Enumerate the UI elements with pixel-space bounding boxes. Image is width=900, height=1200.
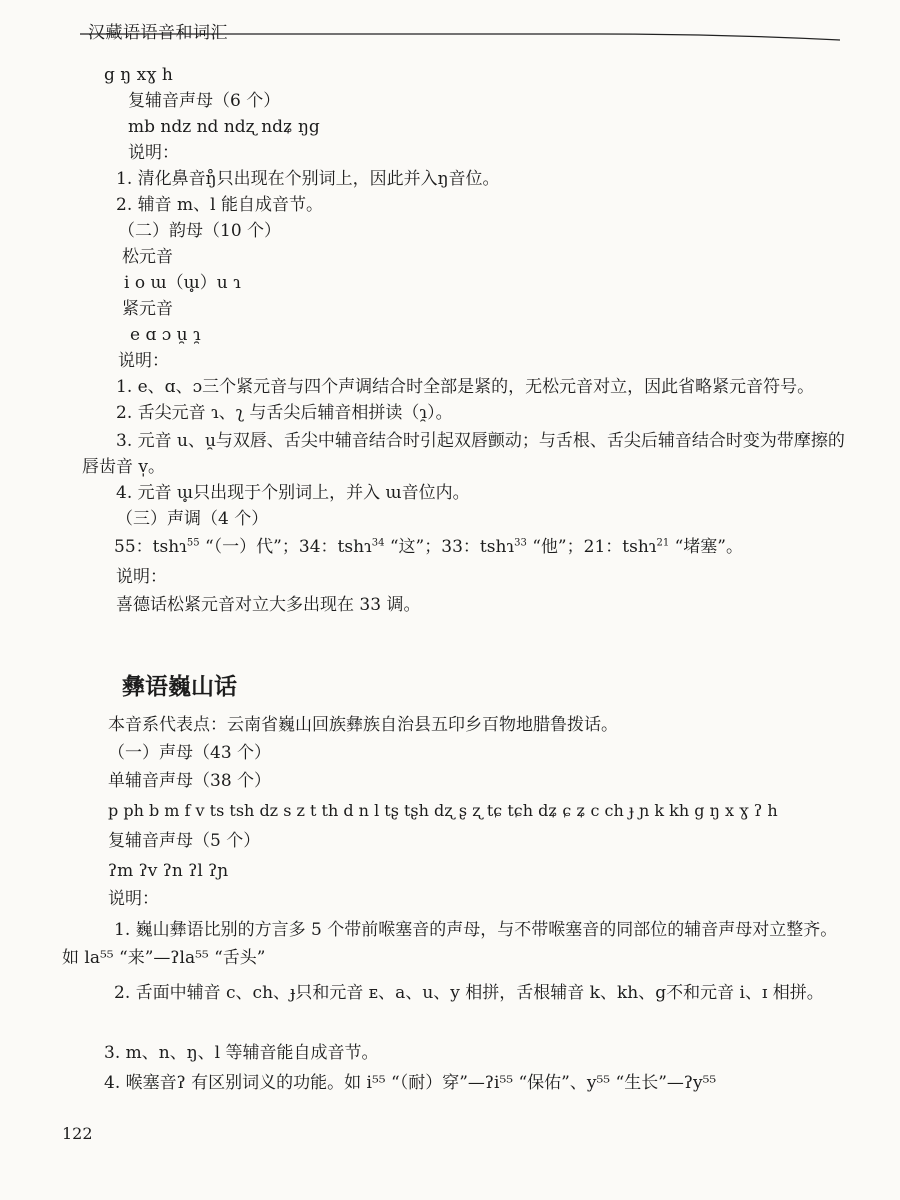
complex-initials-heading: 复辅音声母（5 个） bbox=[108, 831, 261, 851]
tense-vowels-list: e ɑ ɔ u̯ ɿ̯ bbox=[130, 325, 201, 345]
note-paragraph: 2. 舌面中辅音 c、ch、ɟ只和元音 ᴇ、a、u、y 相拼，舌根辅音 k、kh、g不和元音 i、ɪ 相拼。 bbox=[114, 983, 824, 1003]
single-initials-list: p ph b m f v ts tsh dz s z t th d n l tʂ tʂh dʐ ʂ ʐ tɕ tɕh dʑ ɕ ʑ c ch ɟ ɲ k kh g ŋ x ɣ ʔ h bbox=[108, 801, 778, 820]
notes-label: 说明： bbox=[116, 567, 167, 587]
lax-vowels-label: 松元音 bbox=[122, 247, 173, 267]
note-paragraph: 1. e、ɑ、ɔ三个紧元音与四个声调结合时全部是紧的，无松元音对立，因此省略紧元音符号。 bbox=[116, 377, 815, 397]
initials-heading: （一）声母（43 个） bbox=[108, 743, 272, 763]
notes-label: 说明： bbox=[108, 889, 159, 909]
tone-value: 33 bbox=[441, 537, 463, 557]
tones-row: 55：tshɿ$^{55}$ “（一）代”；34：tshɿ$^{34}$ “这”；33：tshɿ$^{33}$ “他”；21：tshɿ$^{21}$ “堵塞”。 bbox=[114, 537, 743, 557]
section-title: 彝语巍山话 bbox=[122, 673, 237, 700]
note-paragraph: 4. 元音 ɯ̥只出现于个别词上，并入 ɯ音位内。 bbox=[116, 483, 470, 503]
running-header-title: 汉藏语语音和词汇 bbox=[88, 23, 228, 43]
complex-initials-list: ʔm ʔv ʔn ʔl ʔɲ bbox=[108, 861, 229, 881]
header-rule bbox=[80, 28, 840, 58]
note-paragraph: 1. 清化鼻音ŋ̊只出现在个别词上，因此并入ŋ音位。 bbox=[116, 169, 500, 189]
section-intro: 本音系代表点：云南省巍山回族彝族自治县五印乡百物地腊鲁拨话。 bbox=[108, 715, 618, 735]
tone-value: 55 bbox=[114, 537, 136, 557]
page-number: 122 bbox=[62, 1124, 93, 1143]
note-paragraph: 3. m、n、ŋ、l 等辅音能自成音节。 bbox=[104, 1043, 379, 1063]
complex-initials-heading: 复辅音声母（6 个） bbox=[128, 91, 281, 111]
tone-gloss: “这” bbox=[389, 537, 425, 557]
vowels-heading: （二）韵母（10 个） bbox=[118, 221, 282, 241]
tone-gloss: “堵塞” bbox=[674, 537, 726, 557]
notes-label: 说明： bbox=[118, 351, 169, 371]
complex-initials-list: mb ndz nd ndʐ ndʑ ŋg bbox=[128, 117, 320, 137]
note-paragraph: 2. 舌尖元音 ɿ、ʅ 与舌尖后辅音相拼读（ɿ̯）。 bbox=[116, 403, 453, 423]
note-paragraph: 喜德话松紧元音对立大多出现在 33 调。 bbox=[116, 595, 421, 615]
notes-label: 说明： bbox=[128, 143, 179, 163]
tone-syllable: tshɿ bbox=[337, 537, 372, 557]
tone-syllable: tshɿ bbox=[622, 537, 657, 557]
note-paragraph: 4. 喉塞音ʔ 有区别词义的功能。如 i⁵⁵ “（耐）穿”—ʔi⁵⁵ “保佑”、y⁵⁵ “生长”—ʔy⁵⁵ bbox=[104, 1073, 717, 1093]
tone-value: 34 bbox=[298, 537, 321, 557]
tone-gloss: “他” bbox=[532, 537, 567, 557]
tone-syllable: tshɿ bbox=[152, 537, 187, 557]
tones-heading: （三）声调（4 个） bbox=[116, 509, 269, 529]
single-initials-heading: 单辅音声母（38 个） bbox=[108, 771, 272, 791]
tone-superscript: 55 bbox=[186, 537, 200, 549]
note-paragraph: 2. 辅音 m、l 能自成音节。 bbox=[116, 195, 323, 215]
tone-superscript: 34 bbox=[371, 537, 385, 549]
tone-superscript: 21 bbox=[656, 537, 670, 549]
tone-syllable: tshɿ bbox=[479, 537, 515, 557]
tone-gloss: “（一）代” bbox=[204, 537, 282, 557]
tone-value: 21 bbox=[583, 537, 606, 557]
consonant-row-end: g ŋ xɣ h bbox=[104, 65, 173, 85]
lax-vowels-list: i o ɯ（ɯ̥）u ɿ bbox=[124, 273, 241, 293]
tone-superscript: 33 bbox=[514, 537, 527, 549]
note-paragraph: 3. 元音 u、u̯与双唇、舌尖中辅音结合时引起双唇颤动；与舌根、舌尖后辅音结合时变为带摩擦的唇齿音 v̩。 bbox=[82, 431, 845, 477]
note-paragraph: 1. 巍山彝语比别的方言多 5 个带前喉塞音的声母，与不带喉塞音的同部位的辅音声母对立整齐。如 la⁵⁵ “来”—ʔla⁵⁵ “舌头” bbox=[62, 920, 838, 968]
tense-vowels-label: 紧元音 bbox=[122, 299, 173, 319]
